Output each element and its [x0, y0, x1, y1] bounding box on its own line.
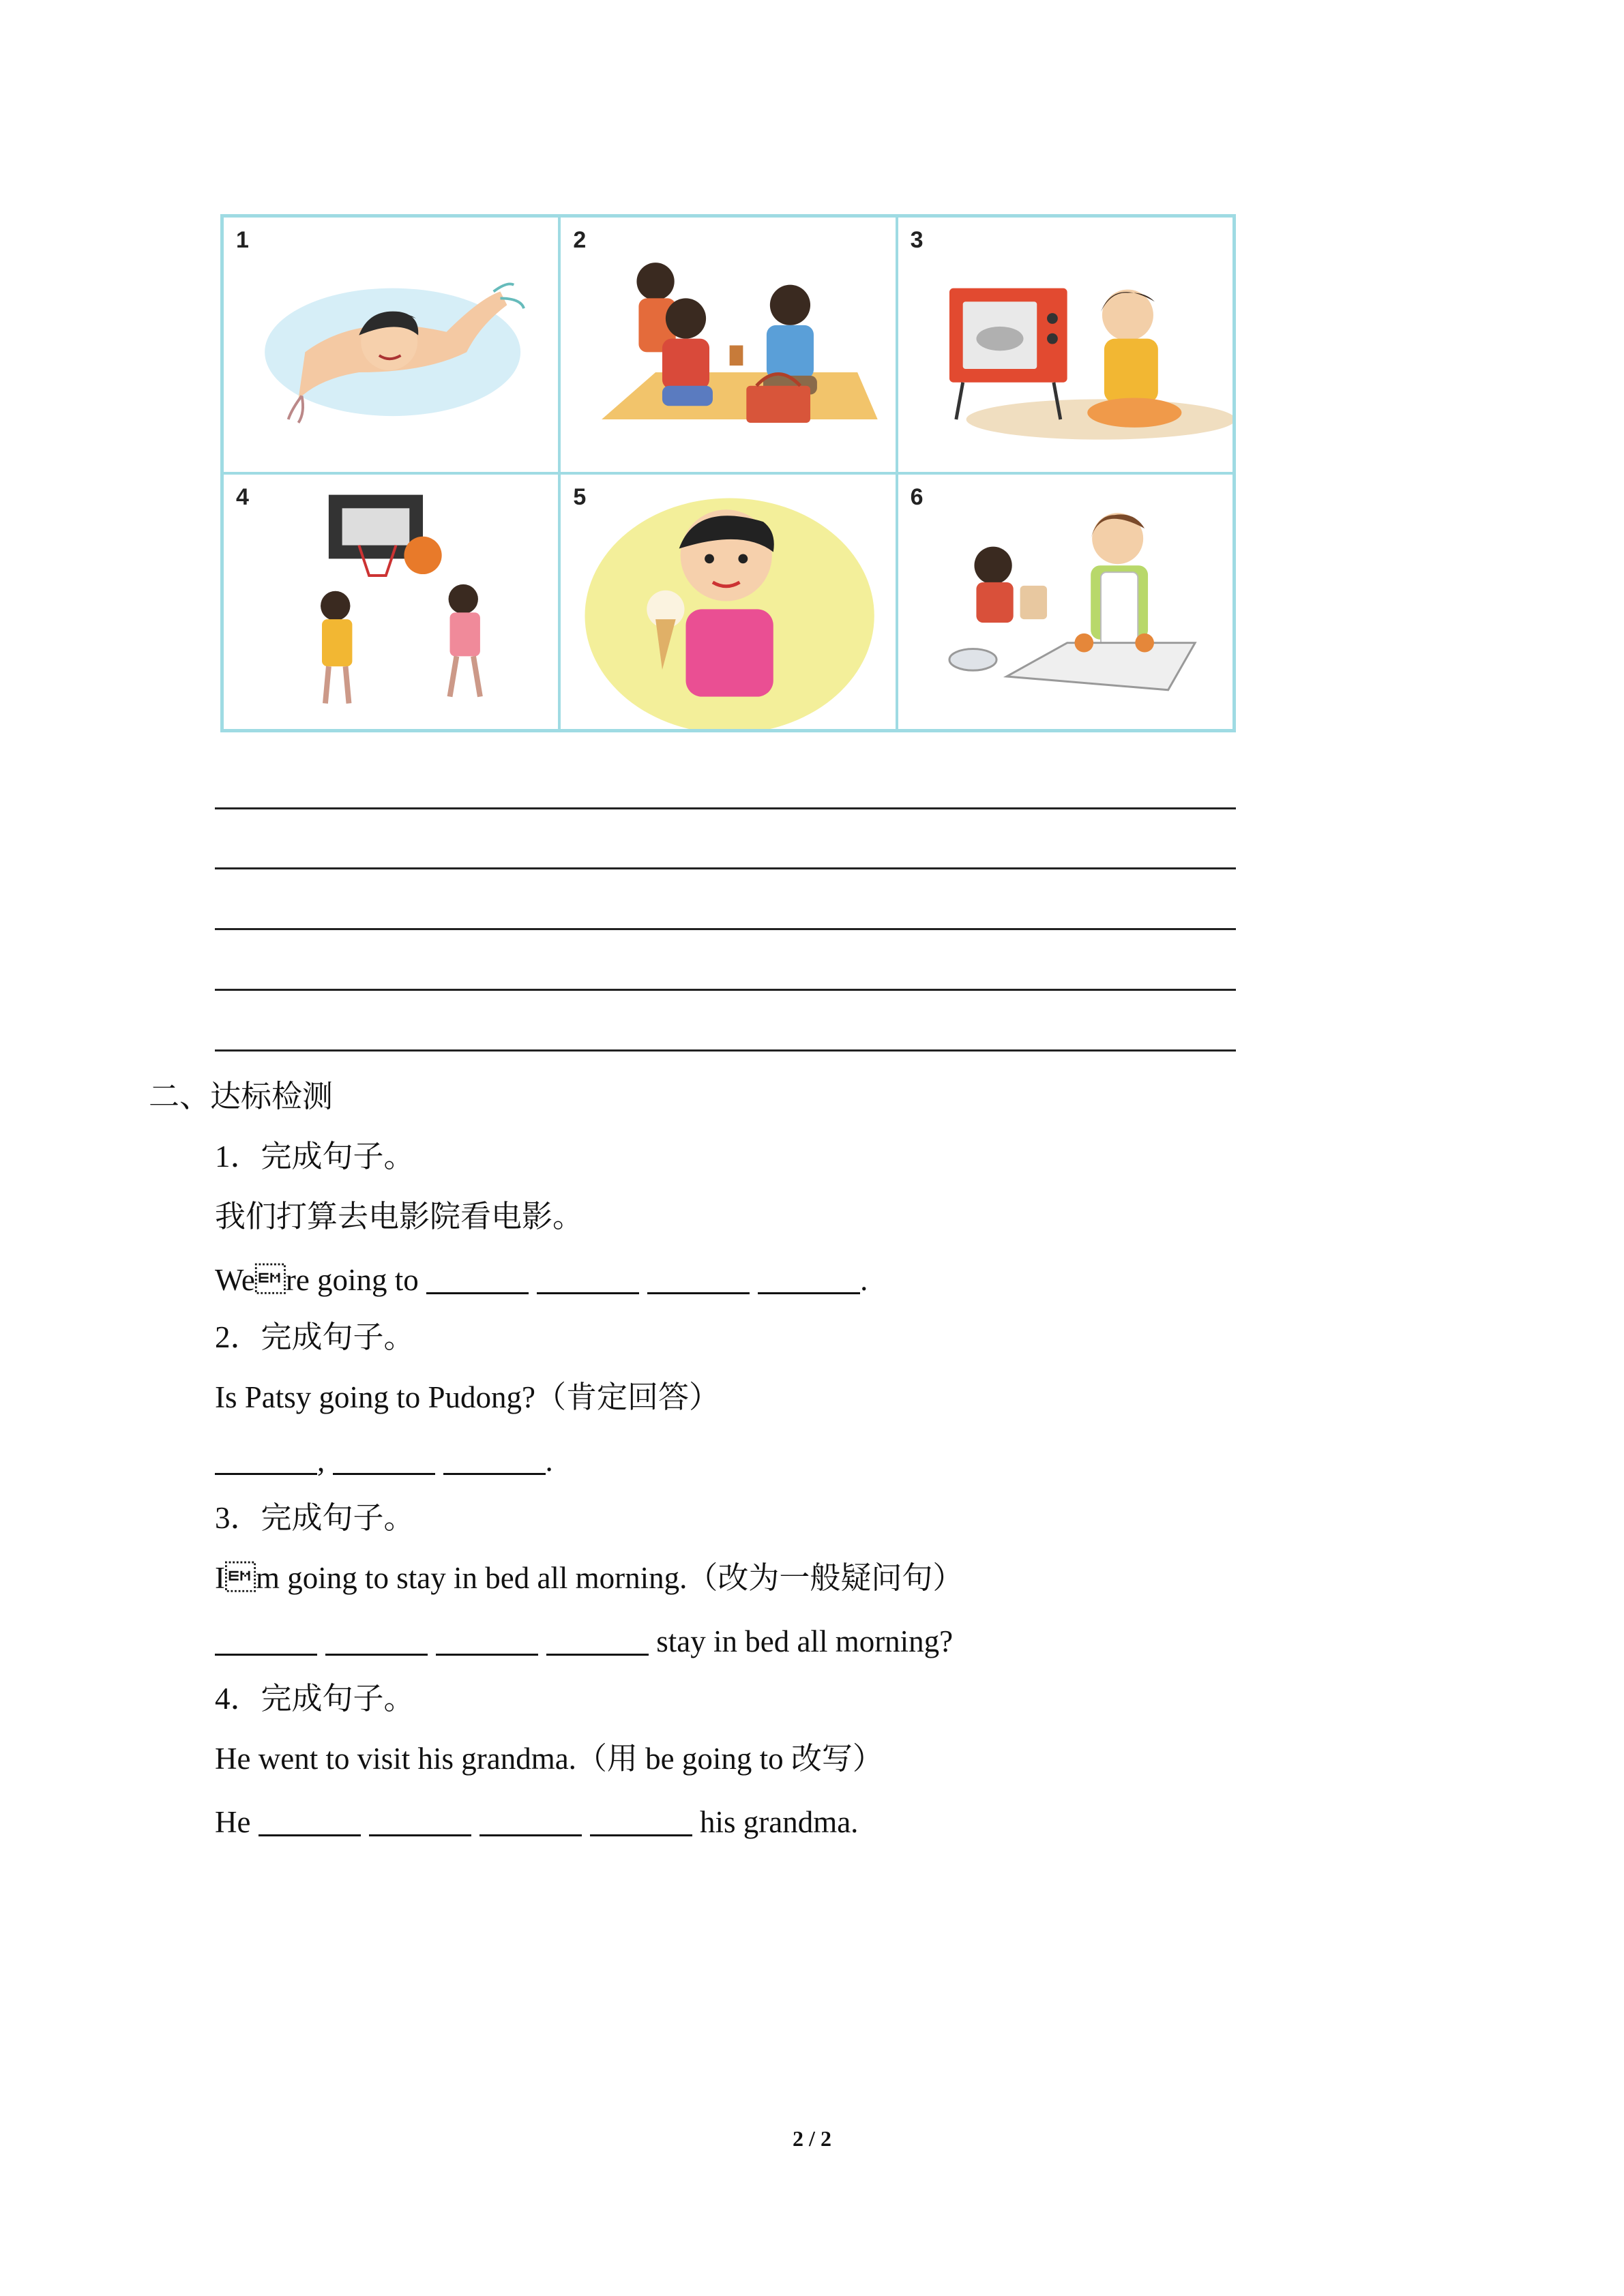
answer-comma: ,: [317, 1444, 333, 1478]
answer-prefix: He: [215, 1805, 259, 1839]
answer-suffix: .: [860, 1263, 868, 1297]
writing-line[interactable]: [215, 928, 1236, 930]
answer-blank[interactable]: [426, 1265, 529, 1294]
picture-number: 5: [573, 484, 587, 510]
exercise-3-prompt: Im going to stay in bed all morning.（改为一般疑问句）: [215, 1561, 964, 1595]
answer-blank[interactable]: [259, 1807, 361, 1836]
eating-ice-cream-illustration: [561, 475, 895, 729]
writing-line[interactable]: [215, 807, 1236, 809]
section-title: 二、达标检测: [149, 1079, 334, 1114]
picture-number: 4: [236, 484, 249, 510]
answer-blank[interactable]: [479, 1807, 582, 1836]
writing-line[interactable]: [215, 1049, 1236, 1052]
exercise-2-heading: 2．完成句子。: [215, 1320, 415, 1354]
playing-basketball-illustration: [224, 475, 558, 729]
answer-blank[interactable]: [325, 1626, 428, 1656]
answer-suffix: .: [545, 1444, 553, 1478]
answer-blank[interactable]: [758, 1265, 860, 1294]
answer-blank[interactable]: [546, 1626, 649, 1656]
picture-4-basketball: [222, 473, 559, 730]
answer-blank[interactable]: [590, 1807, 692, 1836]
exercise-1-answer: [215, 1265, 868, 1296]
answer-blank[interactable]: [647, 1265, 750, 1294]
exercise-2-answer: [215, 1446, 553, 1476]
picture-1-swimming: [222, 216, 559, 473]
answer-blank[interactable]: [215, 1626, 317, 1656]
picture-grid: [220, 214, 1236, 732]
answer-blank[interactable]: [333, 1446, 435, 1475]
exercise-4-heading: 4．完成句子。: [215, 1682, 415, 1716]
exercise-2-prompt: Is Patsy going to Pudong?（肯定回答）: [215, 1380, 720, 1414]
picture-number: 1: [236, 227, 249, 253]
answer-blank[interactable]: [443, 1446, 546, 1475]
exercise-3-heading: 3．完成句子。: [215, 1501, 415, 1535]
page-number: 2 / 2: [793, 2126, 831, 2151]
answer-blank[interactable]: [537, 1265, 639, 1294]
answer-suffix: stay in bed all morning?: [649, 1624, 954, 1658]
exercise-3-answer: [215, 1626, 953, 1657]
answer-suffix: his grandma.: [692, 1805, 859, 1839]
picture-number: 2: [573, 227, 587, 253]
picture-5-ice-cream: [559, 473, 896, 730]
exercise-4-answer: [215, 1807, 858, 1838]
answer-prefix: Were going to: [215, 1263, 427, 1297]
making-cake-illustration: [898, 475, 1232, 729]
watching-tv-illustration: [898, 218, 1232, 472]
exercise-1-prompt: 我们打算去电影院看电影。: [215, 1199, 584, 1234]
answer-blank[interactable]: [436, 1626, 538, 1656]
picture-2-picnic: [559, 216, 896, 473]
answer-blank[interactable]: [215, 1446, 317, 1475]
exercise-1-heading: 1．完成句子。: [215, 1139, 415, 1174]
picture-number: 3: [910, 227, 924, 253]
answer-blank[interactable]: [369, 1807, 471, 1836]
picnic-children-illustration: [561, 218, 895, 472]
picture-6-making-cake: [897, 473, 1234, 730]
writing-line[interactable]: [215, 867, 1236, 869]
exercise-4-prompt: He went to visit his grandma.（用 be going to 改写）: [215, 1742, 883, 1776]
picture-number: 6: [910, 484, 924, 510]
swimming-boy-illustration: [224, 218, 558, 472]
picture-3-watching-tv: [897, 216, 1234, 473]
writing-line[interactable]: [215, 989, 1236, 991]
